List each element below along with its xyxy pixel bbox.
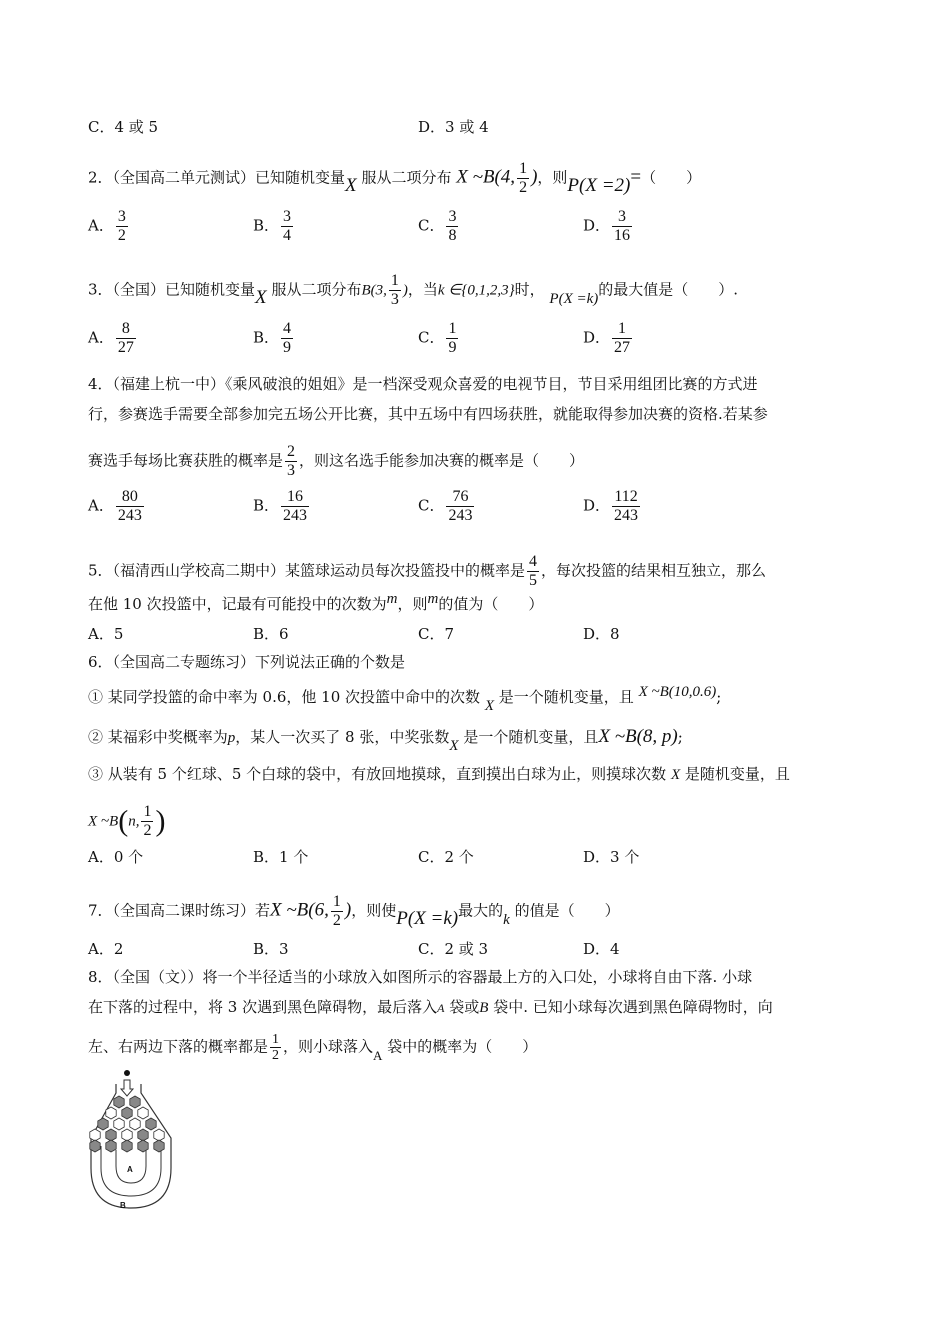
q5-line1-pre: 5．（福清西山学校高二期中）某篮球运动员每次投篮投中的概率是 [88, 561, 526, 580]
hexagon-obstacle [90, 1140, 100, 1152]
hexagon-obstacle [114, 1118, 124, 1130]
q8-line2-a: A [437, 1001, 445, 1015]
q7-frac-den: 2 [332, 912, 341, 929]
q7-prefix: 7．（全国高二课时练习）若 [88, 901, 271, 920]
option-fraction [446, 320, 458, 357]
q6-s3-post: 是随机变量，且 [684, 765, 790, 783]
q4-line3-post: ，则这名选手能参加决赛的概率是（ ） [299, 451, 585, 470]
option-fraction [612, 488, 640, 525]
q4-frac-num: 2 [287, 443, 296, 460]
q2-prob: P(X =2) [567, 174, 631, 196]
hexagon-obstacle [106, 1107, 116, 1119]
q2-option-d [583, 208, 634, 245]
q4-option-a [88, 488, 146, 525]
q3-dist-a: B(3, [361, 282, 387, 299]
q6-s2-mid2: 是一个随机变量，且 [463, 728, 599, 746]
ball-icon [124, 1070, 130, 1076]
q8-line3-post: 袋中的概率为（ ） [387, 1037, 538, 1056]
hexagon-obstacle [114, 1096, 124, 1108]
q8-line-1: 8．（全国（文））将一个半径适当的小球放入如图所示的容器最上方的入口处，小球将自由下落. 小球 [88, 968, 753, 986]
option-fraction [116, 208, 128, 245]
fraction-numerator: 3 [283, 208, 292, 225]
q1-option-d: D．3 或 4 [418, 118, 489, 136]
q2-mid: 服从二项分布 [361, 168, 452, 187]
q7-option-a: A．2 [88, 940, 124, 958]
q3-mid3: 时， [514, 280, 545, 299]
option-label: D． [583, 328, 611, 347]
q5-line2-post: 的值为（ ） [438, 595, 544, 613]
q7-prob: P(X =k) [396, 907, 459, 929]
q6-option-b: B．1 个 [253, 848, 309, 866]
option-label: B． [253, 328, 280, 347]
q6-statement-1 [88, 684, 722, 714]
q6-frac [141, 803, 153, 840]
option-fraction [446, 208, 458, 245]
fraction-denominator: 243 [117, 507, 142, 524]
q6-s3-dist-n: n, [128, 813, 140, 830]
q6-frac-num: 1 [143, 803, 152, 820]
q2-mid2: ，则 [537, 168, 568, 187]
fraction-numerator: 3 [117, 208, 126, 225]
q3-mid2: ，当 [407, 280, 438, 299]
q3-mid: 服从二项分布 [271, 280, 362, 299]
fraction-numerator: 112 [612, 488, 640, 507]
q6-statement-2 [88, 726, 683, 754]
hexagon-obstacle [138, 1107, 148, 1119]
q5-line2-mid: ，则 [397, 595, 428, 613]
q8-line-3 [88, 1032, 537, 1063]
q6-s3-paren-left: ( [118, 804, 129, 838]
fraction-numerator: 1 [612, 320, 632, 339]
q3-frac-num: 1 [390, 272, 399, 289]
option-fraction [116, 488, 144, 525]
q7-option-b: B．3 [253, 940, 289, 958]
q7-suffix: 的值是（ ） [514, 901, 620, 920]
hexagon-obstacle [154, 1129, 164, 1141]
bag-b-label: B [120, 1201, 126, 1210]
q2-dist-b: ) [531, 166, 538, 188]
down-arrow-icon [121, 1080, 133, 1096]
q6-s3-var: X [670, 767, 681, 783]
q6-s3-dist-a: X ~B [88, 813, 119, 830]
q2-frac-num: 1 [519, 160, 528, 177]
q7-option-c: C．2 或 3 [418, 940, 489, 958]
q6-title: 6．（全国高二专题练习）下列说法正确的个数是 [88, 653, 406, 671]
q2-frac-den: 2 [519, 179, 528, 196]
q3-frac-den: 3 [390, 291, 399, 308]
option-fraction [612, 320, 632, 357]
question-7 [88, 893, 620, 930]
q2-prefix: 2．（全国高二单元测试）已知随机变量 [88, 168, 346, 187]
q5-var-m-2: m [427, 591, 439, 607]
hexagon-obstacle [106, 1129, 116, 1141]
fraction-numerator: 3 [612, 208, 632, 227]
q8-frac [270, 1032, 281, 1063]
option-fraction [116, 320, 136, 357]
fraction-denominator: 243 [614, 507, 639, 524]
q6-statement-3 [88, 764, 790, 785]
q2-option-a [88, 208, 130, 245]
option-label: A． [88, 216, 114, 235]
option-label: C． [418, 328, 445, 347]
fraction-denominator: 243 [283, 507, 308, 524]
q4-frac-den: 3 [287, 462, 296, 479]
q5-option-b: B．6 [253, 625, 289, 643]
q6-option-c: C．2 个 [418, 848, 474, 866]
q2-var-x: X [345, 174, 357, 196]
q5-line-1 [88, 553, 766, 590]
q6-option-a: A．0 个 [88, 848, 144, 866]
q1-option-c: C．4 或 5 [88, 118, 159, 136]
q6-s2-dist: X ~B(8, p) [598, 726, 678, 747]
q7-mid: ，则使 [351, 901, 397, 920]
q4-line3-pre: 赛选手每场比赛获胜的概率是 [88, 451, 284, 470]
q7-dist-a: X ~B(6, [270, 899, 329, 921]
q5-frac-num: 4 [529, 553, 538, 570]
q6-s1-dist: X ~B(10,0.6) [638, 684, 717, 700]
hexagon-obstacle [138, 1129, 148, 1141]
q3-option-b [253, 320, 295, 357]
fraction-numerator: 80 [116, 488, 144, 507]
fraction-numerator: 8 [116, 320, 136, 339]
q6-s3-paren-right: ) [155, 804, 166, 838]
q4-line-2: 行，参赛选手需要全部参加完五场公开比赛，其中五场中有四场获胜，就能取得参加决赛的资格.若某参 [88, 405, 768, 423]
fraction-denominator: 4 [283, 227, 292, 244]
q5-option-c: C．7 [418, 625, 455, 643]
q3-prob: P(X =k) [549, 290, 599, 307]
q6-statement-3-dist [88, 803, 165, 840]
fraction-denominator: 8 [448, 227, 457, 244]
option-label: B． [253, 216, 280, 235]
option-fraction [446, 488, 474, 525]
q4-option-d [583, 488, 642, 525]
q8-frac-den: 2 [272, 1048, 280, 1063]
option-fraction [281, 488, 309, 525]
bag-a-label: A [127, 1165, 133, 1174]
q8-line3-a: A [373, 1047, 383, 1063]
fraction-numerator: 3 [448, 208, 457, 225]
hexagon-obstacle [130, 1096, 140, 1108]
obstacle-hexagons [90, 1096, 164, 1152]
option-fraction [281, 320, 293, 357]
q7-var-k: k [503, 911, 510, 928]
q6-s2-p: p [227, 730, 236, 746]
fraction-denominator: 9 [283, 339, 292, 356]
q8-line2-b: B [479, 1000, 489, 1016]
q8-line2-mid: 袋或 [449, 998, 480, 1016]
q6-s2-var: X [449, 738, 459, 754]
q4-option-c [418, 488, 476, 525]
q8-line2-pre: 在下落的过程中，将 3 次遇到黑色障碍物，最后落入 [88, 998, 438, 1016]
q7-frac [331, 893, 343, 930]
fraction-numerator: 16 [281, 488, 309, 507]
q3-option-c [418, 320, 460, 357]
hexagon-obstacle [154, 1140, 164, 1152]
option-label: B． [253, 496, 280, 515]
option-label: A． [88, 328, 114, 347]
q7-mid2: 最大的 [458, 901, 504, 920]
q3-prefix: 3．（全国）已知随机变量 [88, 280, 256, 299]
hexagon-obstacle [90, 1129, 100, 1141]
fraction-denominator: 243 [448, 507, 473, 524]
q3-dist-b: ) [402, 282, 408, 299]
option-label: C． [418, 496, 445, 515]
q8-line2-post: 袋中. 已知小球每次遇到黑色障碍物时，向 [493, 998, 773, 1016]
q8-line3-mid: ，则小球落入 [283, 1037, 374, 1056]
q6-s3-pre: ③ 从装有 5 个红球、5 个白球的袋中，有放回地摸球，直到摸出白球为止，则摸球次数 [88, 765, 667, 783]
question-2 [88, 160, 701, 197]
q6-s1-end: ; [716, 688, 722, 706]
q3-option-a [88, 320, 138, 357]
fraction-denominator: 27 [117, 339, 134, 356]
q5-frac [527, 553, 539, 590]
q3-var-x: X [255, 286, 267, 308]
galton-board-figure [86, 1068, 176, 1216]
q2-option-c [418, 208, 460, 245]
q5-frac-den: 5 [529, 572, 538, 589]
hexagon-obstacle [122, 1107, 132, 1119]
q4-option-b [253, 488, 311, 525]
hexagon-obstacle [98, 1118, 108, 1130]
q4-frac [285, 443, 297, 480]
hexagon-obstacle [130, 1118, 140, 1130]
fraction-denominator: 16 [614, 227, 631, 244]
question-3 [88, 272, 738, 309]
hexagon-obstacle [122, 1140, 132, 1152]
q8-frac-num: 1 [272, 1032, 280, 1047]
option-fraction [281, 208, 293, 245]
q7-option-d: D．4 [583, 940, 620, 958]
q6-s1-pre: ① 某同学投篮的命中率为 0.6，他 10 次投篮中命中的次数 [88, 688, 481, 706]
hexagon-obstacle [146, 1118, 156, 1130]
q2-suffix: （ ） [641, 168, 702, 187]
q6-s2-mid: ，某人一次买了 8 张，中奖张数 [235, 728, 450, 746]
q4-line-3 [88, 443, 584, 480]
q6-frac-den: 2 [143, 822, 152, 839]
q3-suffix: 的最大值是（ ）. [598, 280, 739, 299]
option-fraction [612, 208, 632, 245]
q3-option-d [583, 320, 634, 357]
q6-s2-end: ; [677, 728, 683, 746]
q5-line1-post: ，每次投篮的结果相互独立，那么 [541, 561, 767, 580]
fraction-denominator: 2 [117, 227, 126, 244]
q2-frac [517, 160, 529, 197]
hexagon-obstacle [106, 1140, 116, 1152]
q7-dist-b: ) [344, 899, 352, 921]
q2-dist-a: X ~B(4, [456, 166, 516, 188]
q6-s1-var: X [484, 698, 494, 714]
fraction-numerator: 1 [448, 320, 457, 337]
fraction-denominator: 27 [614, 339, 631, 356]
q5-line2-pre: 在他 10 次投篮中，记最有可能投中的次数为 [88, 595, 387, 613]
option-label: D． [583, 496, 611, 515]
q5-option-a: A．5 [88, 625, 124, 643]
q8-line-2 [88, 997, 773, 1018]
q8-line3-pre: 左、右两边下落的概率都是 [88, 1037, 269, 1056]
hexagon-obstacle [122, 1129, 132, 1141]
q6-option-d: D．3 个 [583, 848, 640, 866]
q4-line-1: 4．（福建上杭一中）《乘风破浪的姐姐》是一档深受观众喜爱的电视节目，节目采用组团比赛的方式进 [88, 375, 758, 393]
fraction-denominator: 9 [448, 339, 457, 356]
fraction-numerator: 76 [446, 488, 474, 507]
q7-frac-num: 1 [332, 893, 341, 910]
q5-line-2 [88, 591, 544, 615]
option-label: C． [418, 216, 445, 235]
hexagon-obstacle [138, 1140, 148, 1152]
fraction-numerator: 4 [283, 320, 292, 337]
q6-s1-mid: 是一个随机变量，且 [498, 688, 634, 706]
q6-s2-pre: ② 某福彩中奖概率为 [88, 728, 228, 746]
q5-var-m: m [386, 591, 398, 607]
q3-set: k ∈{0,1,2,3} [437, 282, 515, 299]
option-label: A． [88, 496, 114, 515]
option-label: D． [583, 216, 611, 235]
q2-option-b [253, 208, 295, 245]
q2-eq: = [630, 166, 642, 188]
q3-frac [389, 272, 401, 309]
q5-option-d: D．8 [583, 625, 620, 643]
